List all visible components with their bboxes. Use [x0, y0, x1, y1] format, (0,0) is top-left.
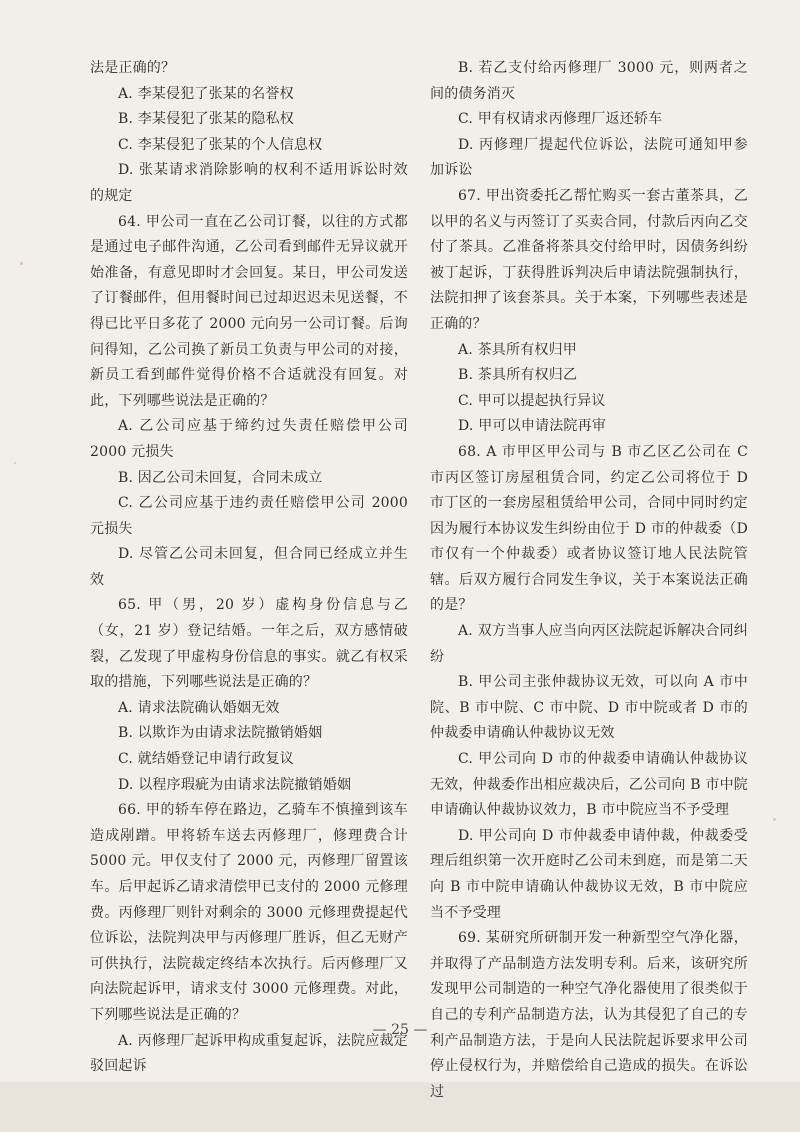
paragraph: C. 甲有权请求丙修理厂返还轿车 [458, 111, 663, 128]
paragraph: 66. 甲的轿车停在路边，乙骑车不慎撞到该车造成剐蹭。甲将轿车送去丙修理厂，修理费合计 5000 元。甲仅支付了 2000 元，丙修理厂留置该车。后甲起诉乙请求清偿甲已支付的 2000 元修理费。丙修理厂则针对剩余的 3000 元修理费提起代位诉讼，法院判决甲与丙修理厂胜诉，但乙无财产可供执行，法院裁定终结本次执行。后丙修理厂又向法院起诉甲，请求支付 3000 元修理费。对此，下列哪些说法是正确的？ [90, 802, 408, 1023]
paragraph: C. 甲可以提起执行异议 [458, 392, 606, 409]
paragraph: A. 李某侵犯了张某的名誉权 [118, 85, 294, 102]
paragraph: 68. A 市甲区甲公司与 B 市乙区乙公司在 C 市丙区签订房屋租赁合同，约定乙公司将位于 D 市丁区的一套房屋租赁给甲公司，合同中同时约定因为履行本协议发生纠纷由位于 D 市的仲裁委（D 市仅有一个仲裁委）或者协议签订地人民法院管辖。后双方履行合同发生争议，关于本案说法正确的是？ [430, 443, 748, 614]
paragraph: D. 张某请求消除影响的权利不适用诉讼时效的规定 [90, 162, 408, 204]
paragraph: B. 因乙公司未回复，合同未成立 [118, 469, 323, 486]
paragraph: 65. 甲（男，20 岁）虚构身份信息与乙（女，21 岁）登记结婚。一年之后，双方感情破裂，乙发现了甲虚构身份信息的事实。就乙有权采取的措施，下列哪些说法是正确的？ [90, 597, 408, 691]
paragraph: A. 丙修理厂起诉甲构成重复起诉，法院应裁定驳回起诉 [90, 1032, 408, 1075]
left-column [90, 56, 408, 1080]
paragraph: D. 丙修理厂提起代位诉讼，法院可通知甲参加诉讼 [430, 136, 748, 179]
page-number: — 25 — [372, 1022, 428, 1038]
paragraph: D. 甲公司向 D 市仲裁委申请仲裁，仲裁委受理后组织第一次开庭时乙公司未到庭，而是第二天向 B 市中院申请确认仲裁协议无效，B 市中院应当不予受理 [430, 827, 748, 921]
paragraph: C. 李某侵犯了张某的个人信息权 [118, 136, 323, 153]
paragraph: 法是正确的？ [90, 60, 176, 76]
paragraph: B. 茶具所有权归乙 [458, 367, 578, 384]
paragraph: A. 茶具所有权归甲 [458, 341, 578, 358]
paragraph: C. 甲公司向 D 市的仲裁委申请确认仲裁协议无效，仲裁委作出相应裁决后，乙公司向 B 市中院申请确认仲裁协议效力，B 市中院应当不予受理 [430, 751, 748, 819]
paragraph: D. 甲可以申请法院再审 [458, 418, 607, 435]
paragraph: D. 尽管乙公司未回复，但合同已经成立并生效 [90, 546, 408, 588]
paragraph: B. 以欺诈为由请求法院撤销婚姻 [118, 725, 323, 742]
paragraph: B. 若乙支付给丙修理厂 3000 元，则两者之间的债务消灭 [430, 60, 748, 102]
paragraph: B. 甲公司主张仲裁协议无效，可以向 A 市中院、B 市中院、C 市中院、D 市中院或者 D 市的仲裁委申请确认仲裁协议无效 [430, 674, 748, 742]
right-column [430, 56, 748, 1105]
paragraph: D. 以程序瑕疵为由请求法院撤销婚姻 [118, 776, 352, 793]
paragraph: A. 双方当事人应当向丙区法院起诉解决合同纠纷 [430, 623, 748, 665]
paragraph: C. 就结婚登记申请行政复议 [118, 751, 294, 768]
paragraph: 64. 甲公司一直在乙公司订餐，以往的方式都是通过电子邮件沟通，乙公司看到邮件无异议就开始准备，有意见即时才会回复。某日，甲公司发送了订餐邮件，但用餐时间已过却迟迟未见送餐，不得已比平日多花了 2000 元向另一公司订餐。后询问得知，乙公司换了新员工负责与甲公司的对接，新员工看到邮件觉得价格不合适就没有回复。对此，下列哪些说法是正确的？ [90, 213, 408, 409]
paragraph: B. 李某侵犯了张某的隐私权 [118, 111, 294, 128]
paragraph: A. 乙公司应基于缔约过失责任赔偿甲公司 2000 元损失 [90, 418, 408, 460]
paragraph: A. 请求法院确认婚姻无效 [118, 699, 280, 716]
scan-speck [20, 262, 23, 265]
paragraph: 69. 某研究所研制开发一种新型空气净化器，并取得了产品制造方法发明专利。后来，该研究所发现甲公司制造的一种空气净化器使用了很类似于自己的专利产品制造方法，认为其侵犯了自己的专利产品制造方法，于是向人民法院起诉要求甲公司停止侵权行为，并赔偿给自己造成的损失。在诉讼过 [430, 930, 748, 1100]
scan-speck [14, 462, 16, 464]
paragraph: 67. 甲出资委托乙帮忙购买一套古董茶具，乙以甲的名义与丙签订了买卖合同，付款后丙向乙交付了茶具。乙准备将茶具交付给甲时，因债务纠纷被丁起诉，丁获得胜诉判决后申请法院强制执行，法院扣押了该套茶具。关于本案，下列哪些表述是正确的？ [430, 187, 748, 332]
scan-speck [773, 818, 776, 821]
paragraph: C. 乙公司应基于违约责任赔偿甲公司 2000 元损失 [90, 495, 408, 537]
